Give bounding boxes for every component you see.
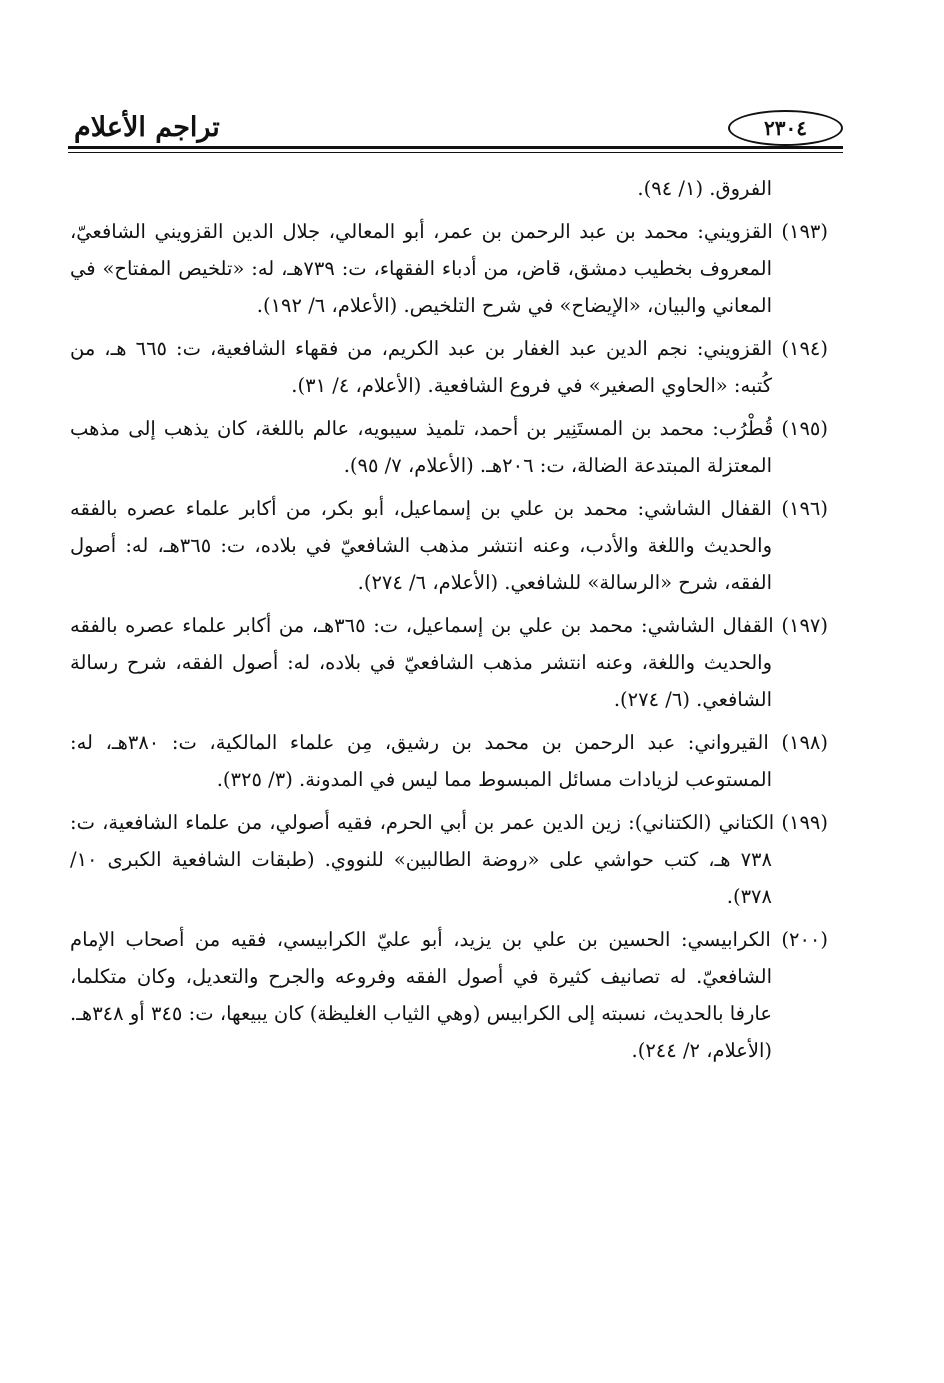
entry-197: (١٩٧) القفال الشاشي: محمد بن علي بن إسماعيل، ت: ٣٦٥هـ، من أكابر علماء عصره بالفقه والحديث واللغة، وعنه انتشر مذهب الشافعيّ في بلاده، له: أصول الفقه، شرح رسالة الشافعي. (٦/ ٢٧٤). [70,614,828,711]
entry-194: (١٩٤) القزويني: نجم الدين عبد الغفار بن عبد الكريم، من فقهاء الشافعية، ت: ٦٦٥ هـ، من كُتبه: «الحاوي الصغير» في فروع الشافعية. (الأعلام، ٤/ ٣١). [70,337,828,397]
biography-list [70,170,828,1075]
page-number: ٢٣٠٤ [728,110,843,146]
entry-193: (١٩٣) القزويني: محمد بن عبد الرحمن بن عمر، أبو المعالي، جلال الدين القزويني الشافعيّ، المعروف بخطيب دمشق، قاض، من أدباء الفقهاء، ت: ٧٣٩هـ، له: «تلخيص المفتاح» في المعاني والبيان، «الإيضاح» في شرح التلخيص. (الأعلام، ٦/ ١٩٢). [70,220,828,317]
page-title: تراجم الأعلام [74,112,220,143]
continuation-text: الفروق. (١/ ٩٤). [637,177,772,200]
entry-199: (١٩٩) الكتاني (الكتناني): زين الدين عمر بن أبي الحرم، فقيه أصولي، من علماء الشافعية، ت: ٧٣٨ هـ، كتب حواشي على «روضة الطالبين» للنووي. (طبقات الشافعية الكبرى ١٠/ ٣٧٨). [70,811,828,908]
header-rule-thin [68,152,843,153]
header-rule-thick [68,146,843,149]
entry-200: (٢٠٠) الكرابيسي: الحسين بن علي بن يزيد، أبو عليّ الكرابيسي، فقيه من أصحاب الإمام الشافعيّ. له تصانيف كثيرة في أصول الفقه وفروعه والجرح والتعديل، وكان متكلما، عارفا بالحديث، نسبته إلى الكرابيس (وهي الثياب الغليظة) كان يبيعها، ت: ٣٤٥ أو ٣٤٨هـ. (الأعلام، ٢/ ٢٤٤). [70,928,828,1062]
entry-196: (١٩٦) القفال الشاشي: محمد بن علي بن إسماعيل، أبو بكر، من أكابر علماء عصره بالفقه والحديث واللغة والأدب، وعنه انتشر مذهب الشافعيّ في بلاده، ت: ٣٦٥هـ، له: أصول الفقه، شرح «الرسالة» للشافعي. (الأعلام، ٦/ ٢٧٤). [70,497,828,594]
entry-198: (١٩٨) القيرواني: عبد الرحمن بن محمد بن رشيق، مِن علماء المالكية، ت: ٣٨٠هـ، له: المستوعب لزيادات مسائل المبسوط مما ليس في المدونة. (٣/ ٣٢٥). [70,731,828,791]
entry-195: (١٩٥) قُطْرُب: محمد بن المستَنِير بن أحمد، تلميذ سيبويه، عالم باللغة، كان يذهب إلى مذهب المعتزلة المبتدعة الضالة، ت: ٢٠٦هـ. (الأعلام، ٧/ ٩٥). [70,417,828,477]
